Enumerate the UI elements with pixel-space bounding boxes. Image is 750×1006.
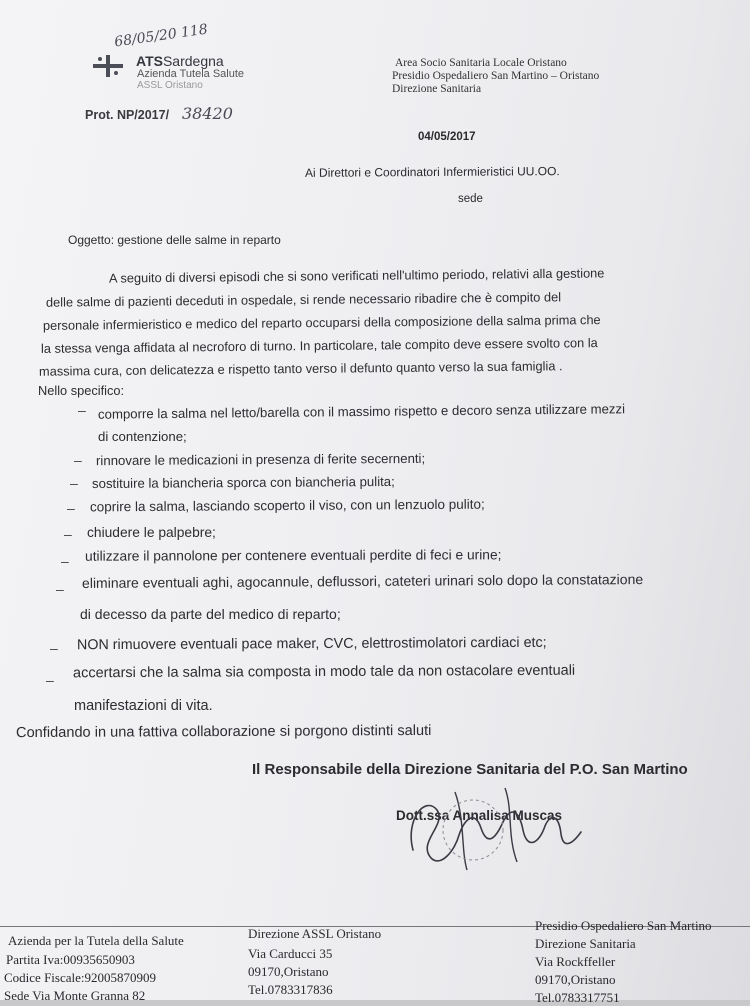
footer-col3-line: Tel.0783317751 — [535, 990, 620, 1005]
body-line: la stessa venga affidata al necroforo di turno. In particolare, tale compito deve essere svolto con la — [40, 335, 598, 356]
footer-col3-line: Direzione Sanitaria — [535, 936, 636, 951]
footer-col1-line: Sede Via Monte Granna 82 — [4, 988, 146, 1003]
bullet-text-cont: di decesso da parte del medico di reparto; — [80, 606, 341, 622]
body-line: personale infermieristico e medico del reparto occuparsi della composizione della salma prima che — [42, 312, 601, 333]
bullet-dash: – — [61, 553, 69, 569]
bullet-text: eliminare eventuali aghi, agocannule, deflussori, cateteri urinari solo dopo la constatazione — [81, 571, 644, 591]
body-line: delle salme di pazienti deceduti in ospedale, si rende necessario ribadire che è compito del — [45, 289, 562, 310]
body-line: massima cura, con delicatezza e rispetto tanto verso il defunto quanto verso la sua famiglia . — [38, 358, 563, 379]
bullet-text: rinnovare le medicazioni in presenza di ferite secernenti; — [95, 450, 426, 469]
bullet-dash: – — [78, 402, 86, 418]
footer-col3-line: 09170,Oristano — [535, 972, 616, 987]
bullet-text-cont: manifestazioni di vita. — [74, 698, 213, 714]
bullet-text: accertarsi che la salma sia composta in modo tale da non ostacolare eventuali — [72, 662, 576, 682]
bullet-text: sostituire la biancheria sporca con biancheria pulita; — [91, 473, 395, 492]
logo-brand: ATSSardegna — [136, 53, 224, 69]
bullet-dash: – — [46, 672, 54, 688]
recipients-sede: sede — [458, 193, 483, 205]
footer-col1-line: Codice Fiscale:92005870909 — [4, 970, 157, 985]
ats-logo-icon — [93, 55, 123, 77]
bullet-text: comporre la salma nel letto/barella con il massimo rispetto e decoro senza utilizzare mezzi — [97, 401, 626, 422]
bullet-text: utilizzare il pannolone per contenere eventuali perdite di feci e urine; — [84, 547, 502, 564]
bullet-text: NON rimuovere eventuali pace maker, CVC, elettrostimolatori cardiaci etc; — [76, 634, 547, 654]
header-presidio-line: Presidio Ospedaliero San Martino – Oristano — [392, 70, 600, 82]
bullet-text: chiudere le palpebre; — [87, 525, 216, 540]
header-direzione-line: Direzione Sanitaria — [392, 83, 482, 95]
bullet-dash: – — [56, 581, 64, 597]
body-line: A seguito di diversi episodi che si sono verificati nell'ultimo periodo, relativi alla gestione — [108, 265, 605, 286]
footer-col2-line: 09170,Oristano — [248, 964, 329, 979]
footer-col3-line: Presidio Ospedaliero San Martino — [535, 918, 712, 933]
header-area-line: Area Socio Sanitaria Locale Oristano — [395, 57, 567, 69]
closing-line: Confidando in una fattiva collaborazione si porgono distinti saluti — [15, 722, 432, 742]
subject-line: Oggetto: gestione delle salme in reparto — [68, 233, 281, 247]
footer-col1-line: Azienda per la Tutela della Salute — [8, 933, 184, 948]
bullet-text-cont: di contenzione; — [98, 429, 187, 444]
logo-subtitle-2: ASSL Oristano — [137, 80, 203, 91]
protocol-label: Prot. NP/2017/ — [85, 108, 170, 122]
bullet-dash: – — [50, 640, 58, 656]
handwritten-note: 68/05/20 118 — [113, 21, 209, 51]
letter-date: 04/05/2017 — [418, 131, 476, 143]
body-line: Nello specifico: — [38, 383, 125, 398]
footer-col2-line: Tel.0783317836 — [248, 982, 333, 997]
bullet-dash: – — [64, 526, 72, 542]
footer-col2-line: Via Carducci 35 — [248, 946, 333, 961]
logo-subtitle: Azienda Tutela Salute — [137, 68, 245, 80]
bullet-dash: – — [70, 475, 78, 491]
bullet-text: coprire la salma, lasciando scoperto il viso, con un lenzuolo pulito; — [89, 496, 485, 515]
bullet-dash: – — [67, 500, 75, 516]
footer-col2-line: Direzione ASSL Oristano — [248, 926, 382, 941]
footer-col3-line: Via Rockffeller — [535, 954, 616, 969]
signature-name: Dott.ssa Annalisa Muscas — [396, 808, 563, 823]
signature-title: Il Responsabile della Direzione Sanitaria del P.O. San Martino — [252, 761, 688, 778]
footer-col1-line: Partita Iva:00935650903 — [6, 952, 135, 967]
handwritten-signature-icon — [395, 780, 610, 875]
bullet-dash: – — [74, 452, 82, 468]
protocol-number-handwritten: 38420 — [182, 104, 233, 123]
recipients: Ai Direttori e Coordinatori Infermieristici UU.OO. — [304, 164, 560, 180]
